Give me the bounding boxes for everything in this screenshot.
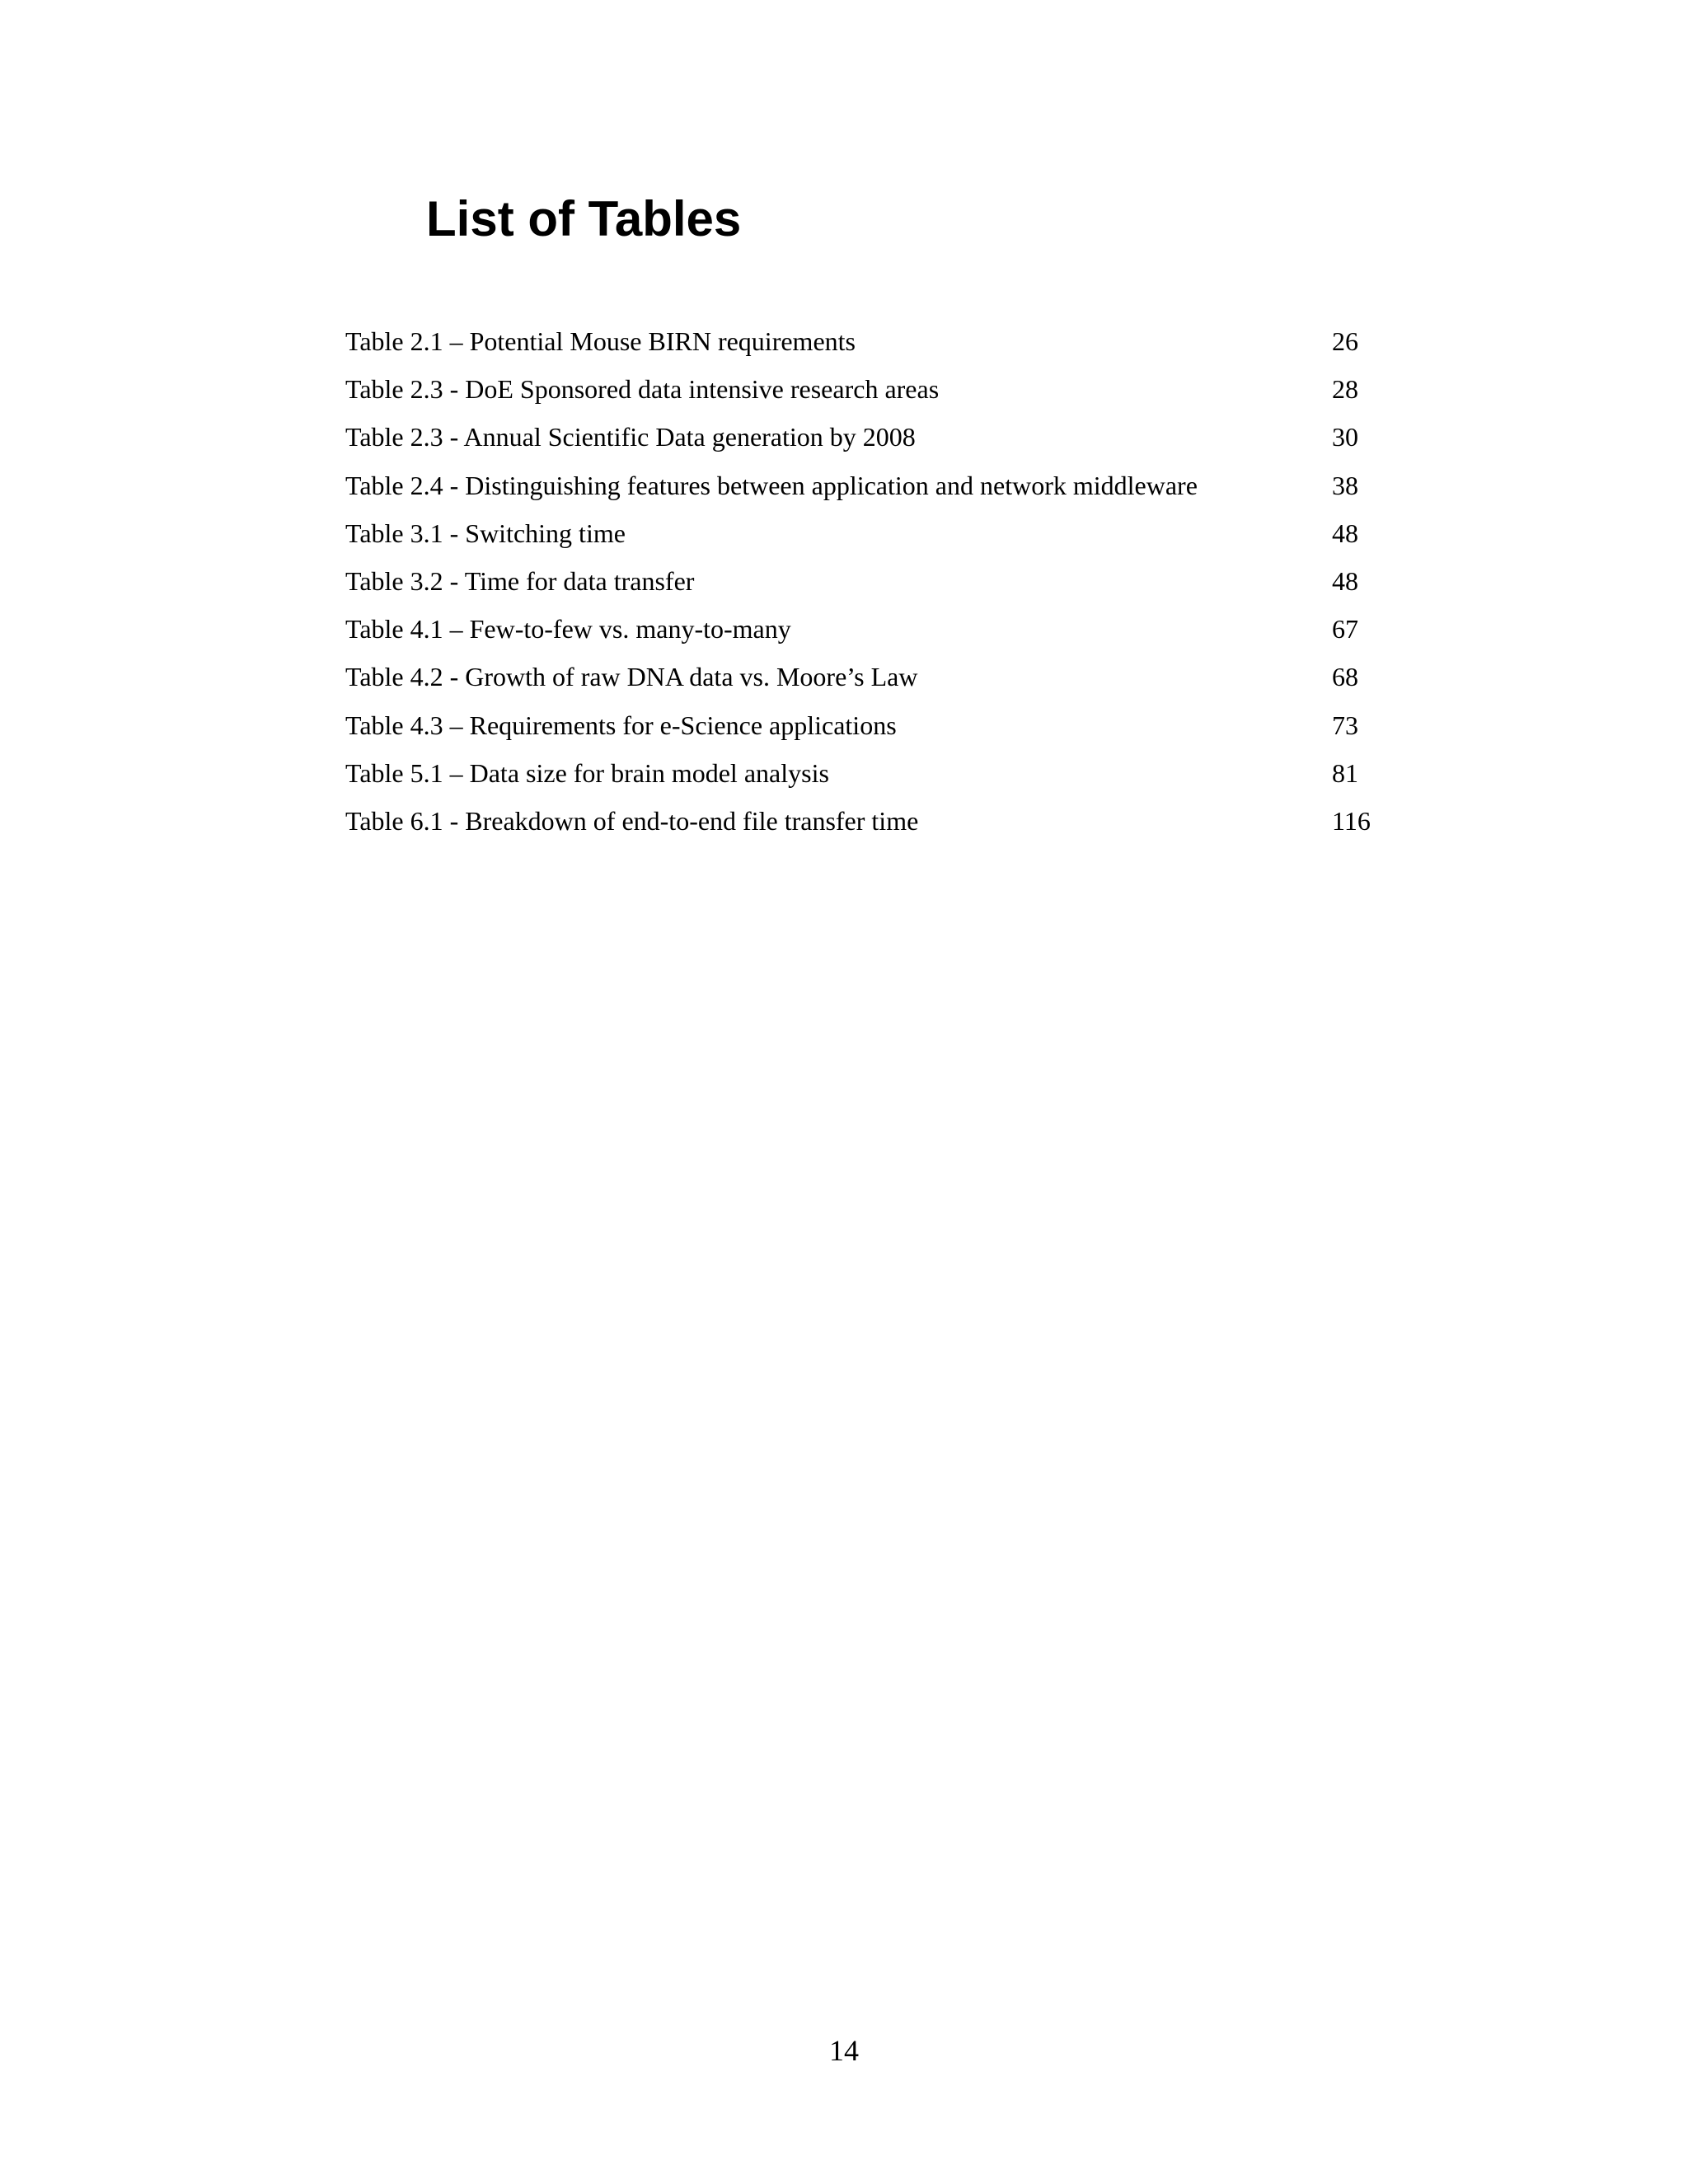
list-item (345, 466, 1417, 513)
table-entry-page: 68 (1332, 662, 1358, 692)
list-item (345, 561, 1417, 609)
list-item (345, 801, 1417, 849)
table-entry-label: Table 2.4 - Distinguishing features between application and network middleware (345, 470, 1198, 500)
table-entry-label: Table 2.1 – Potential Mouse BIRN requirements (345, 326, 856, 356)
list-item (345, 513, 1417, 561)
table-entry-page: 38 (1332, 470, 1358, 500)
table-entry-page: 116 (1332, 805, 1371, 836)
page-title: List of Tables (426, 191, 742, 246)
table-entry-label: Table 2.3 - DoE Sponsored data intensive research areas (345, 374, 940, 405)
table-entry-page: 73 (1332, 710, 1358, 740)
table-entry-label: Table 4.1 – Few-to-few vs. many-to-many (345, 614, 791, 644)
table-entry-page: 48 (1332, 518, 1358, 548)
list-item (345, 609, 1417, 657)
table-entry-label: Table 2.3 - Annual Scientific Data generation by 2008 (345, 422, 916, 452)
table-entry-page: 30 (1332, 422, 1358, 452)
table-entry-label: Table 5.1 – Data size for brain model analysis (345, 757, 829, 788)
table-entry-page: 81 (1332, 757, 1358, 788)
table-entry-label: Table 6.1 - Breakdown of end-to-end file transfer time (345, 805, 919, 836)
table-of-tables-list (345, 321, 1417, 849)
list-item (345, 321, 1417, 369)
list-item (345, 369, 1417, 417)
list-item (345, 417, 1417, 465)
list-item (345, 753, 1417, 801)
list-item (345, 705, 1417, 753)
table-entry-page: 48 (1332, 565, 1358, 596)
table-entry-page: 67 (1332, 614, 1358, 644)
table-entry-label: Table 3.2 - Time for data transfer (345, 565, 695, 596)
table-entry-page: 26 (1332, 326, 1358, 356)
table-entry-label: Table 4.2 - Growth of raw DNA data vs. Moore’s Law (345, 662, 918, 692)
table-entry-label: Table 3.1 - Switching time (345, 518, 626, 548)
table-entry-label: Table 4.3 – Requirements for e-Science applications (345, 710, 897, 740)
page-number: 14 (829, 2034, 859, 2067)
list-item (345, 657, 1417, 705)
table-entry-page: 28 (1332, 374, 1358, 405)
